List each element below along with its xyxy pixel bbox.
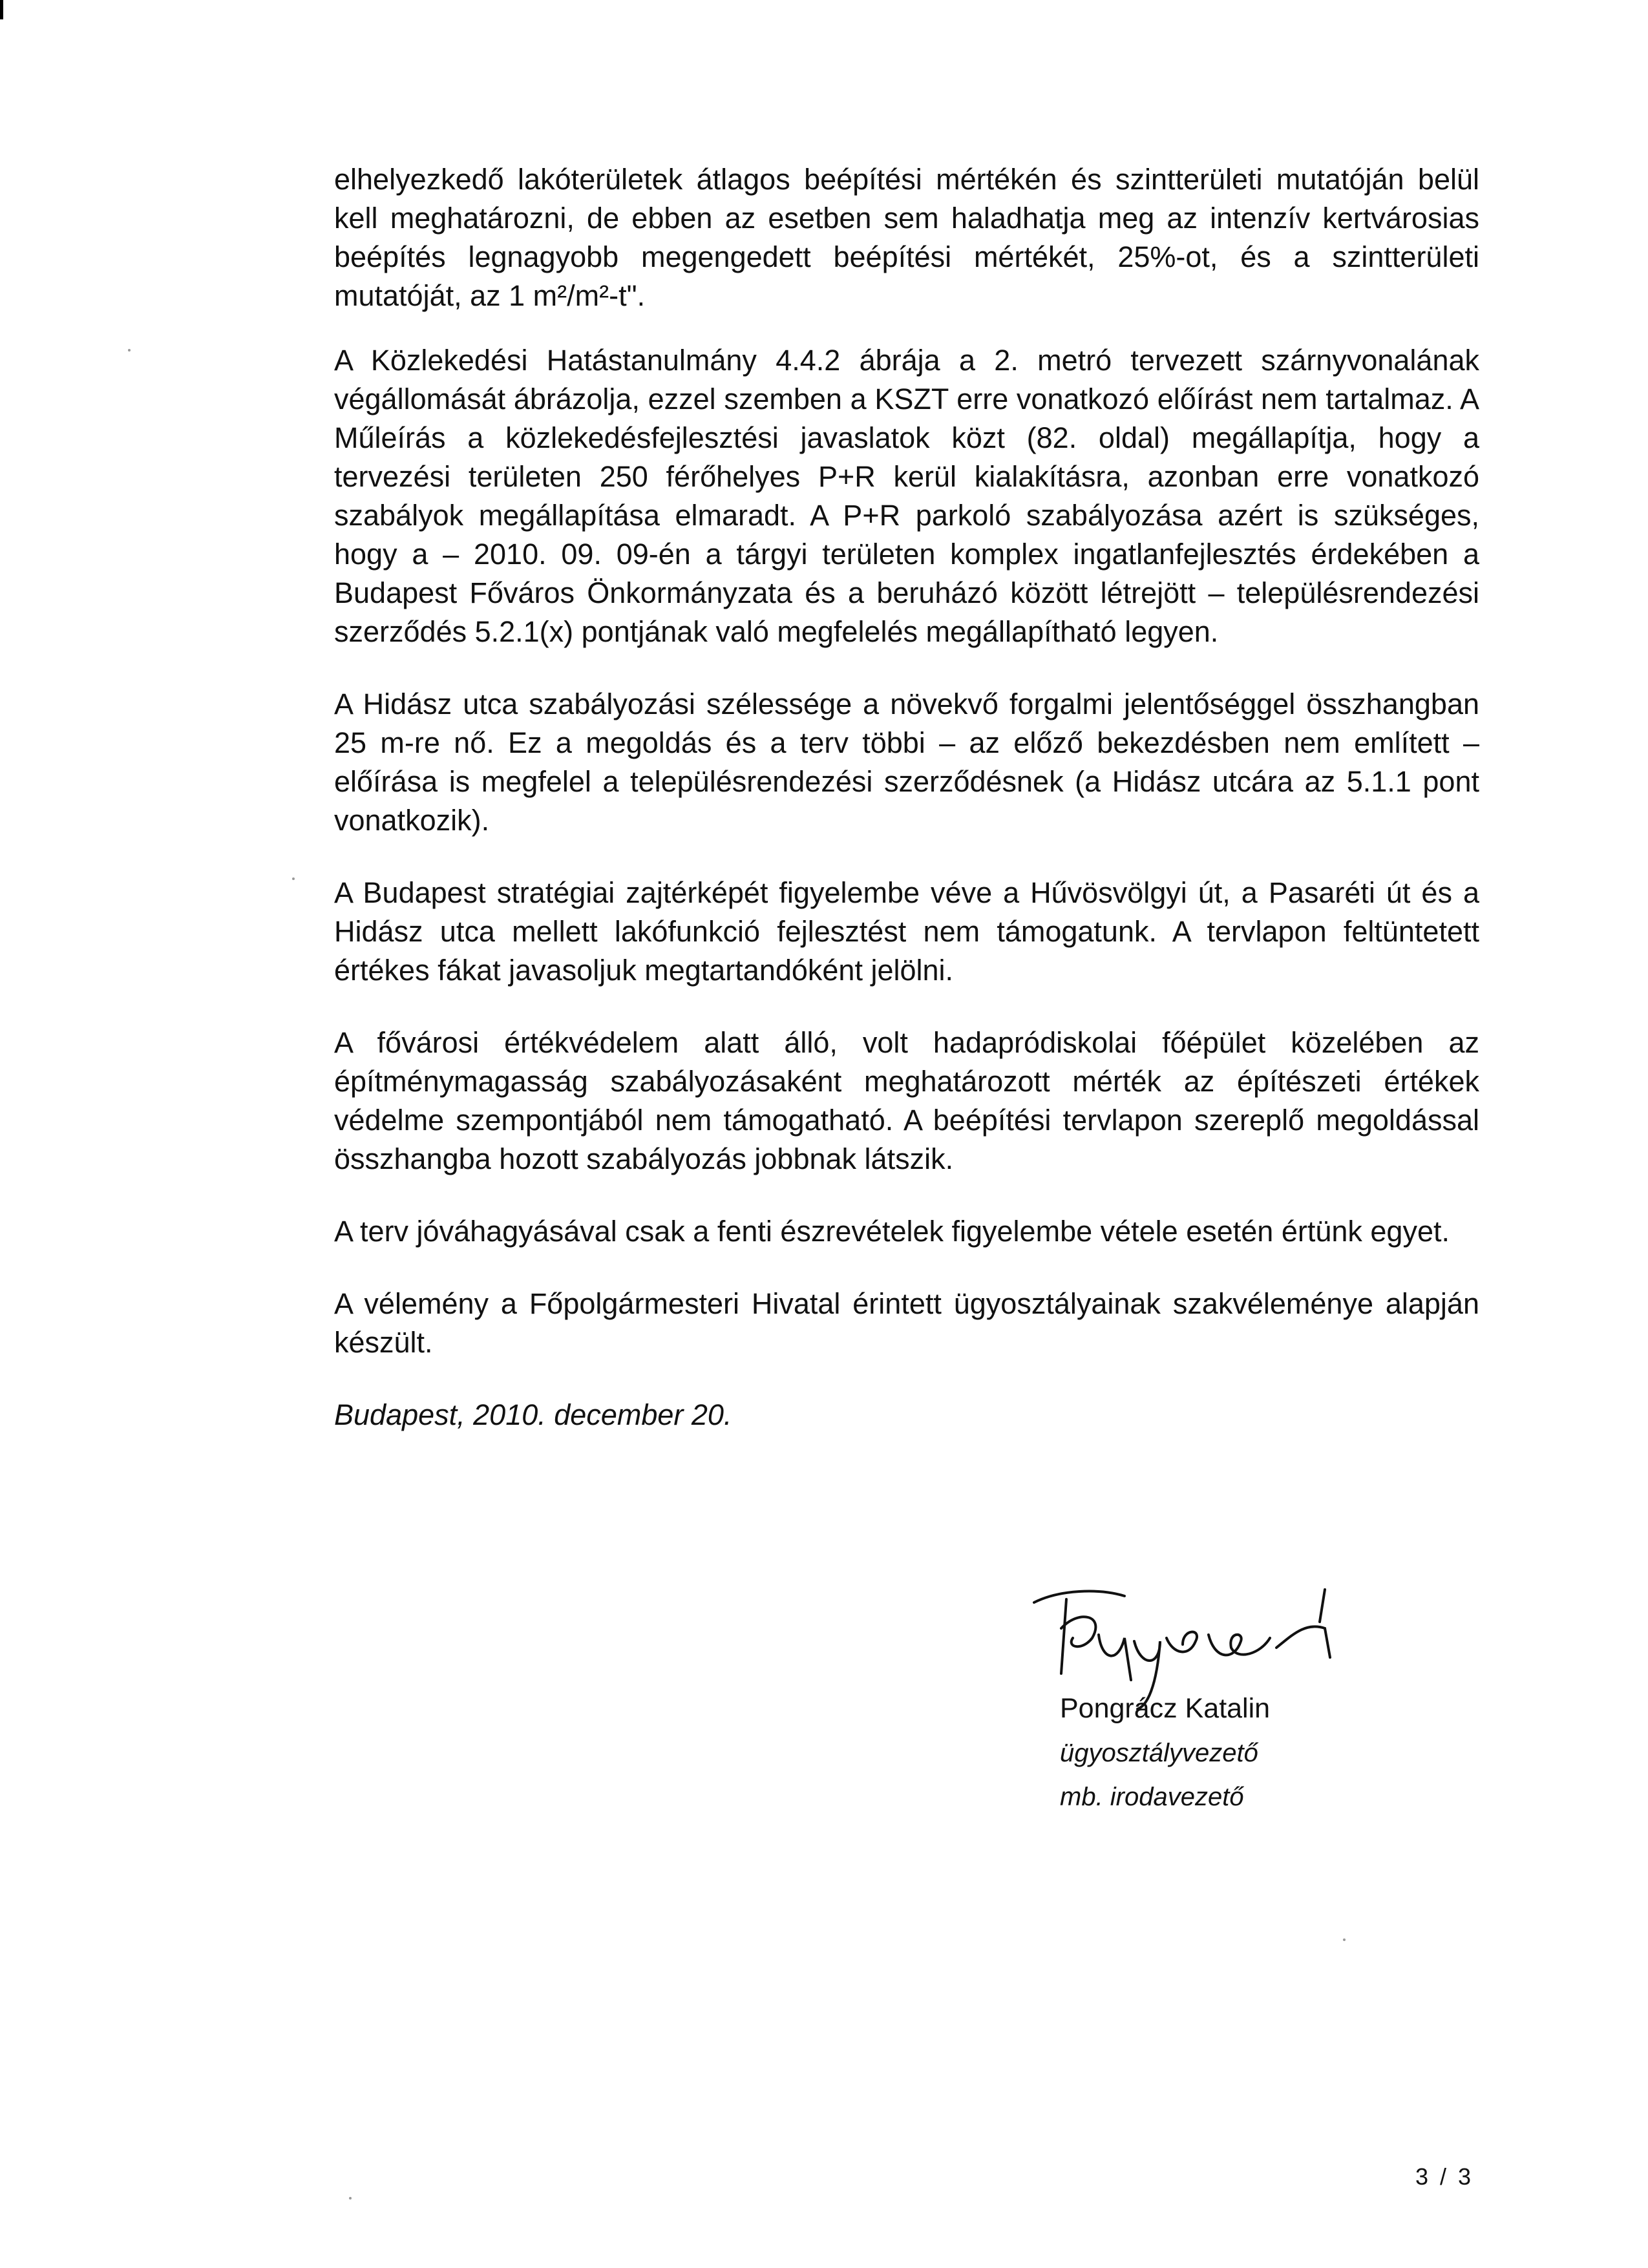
signer-title: ügyosztályvezető — [1060, 1739, 1258, 1767]
scan-edge-mark — [0, 0, 3, 19]
document-body — [334, 160, 1479, 1468]
paragraph-3: A Hidász utca szabályozási szélessége a növekvő forgalmi jelentőséggel összhangban 25 m-re nő. Ez a megoldás és a terv többi – az előző bekezdésben nem említett – előírása is megfelel a településrendezési szerződésnek (a Hidász utcára az 5.1.1 pont vonatkozik). — [334, 688, 1479, 837]
scan-speck — [292, 877, 295, 880]
signer-acting-title: mb. irodavezető — [1060, 1783, 1244, 1811]
scan-speck — [1343, 1938, 1346, 1941]
date-line: Budapest, 2010. december 20. — [334, 1398, 732, 1431]
paragraph-4: A Budapest stratégiai zajtérképét figyelembe véve a Hűvösvölgyi út, a Pasaréti út és a Hidász utca mellett lakófunkció fejlesztést nem támogatunk. A tervlapon feltüntetett értékes fákat javasoljuk megtartandóként jelölni. — [334, 876, 1479, 987]
paragraph-2: A Közlekedési Hatástanulmány 4.4.2 ábrája a 2. metró tervezett szárnyvonalának végállomását ábrázolja, ezzel szemben a KSZT erre vonatkozó előírást nem tartalmaz. A Műleírás a közlekedésfejlesztési javaslatok közt (82. oldal) megállapítja, hogy a tervezési területen 250 férőhelyes P+R kerül kialakításra, azonban erre vonatkozó szabályok megállapítása elmaradt. A P+R parkoló szabályozása azért is szükséges, hogy a – 2010. 09. 09-én a tárgyi területen komplex ingatlanfejlesztés érdekében a Budapest Főváros Önkormányzata és a beruházó között létrejött – településrendezési szerződés 5.2.1(x) pontjának való megfelelés megállapítható legyen. — [334, 344, 1479, 648]
paragraph-6: A terv jóváhagyásával csak a fenti észrevételek figyelembe vétele esetén értünk egyet. — [334, 1215, 1450, 1248]
scan-speck — [128, 349, 131, 352]
paragraph-1: elhelyezkedő lakóterületek átlagos beépítési mértékén és szintterületi mutatóján belül kell meghatározni, de ebben az esetben sem haladhatja meg az intenzív kertvárosias beépítés legnagyobb megengedett beépítési mértékét, 25%-ot, és a szintterületi mutatóját, az 1 m²/m²-t". — [334, 163, 1479, 312]
scan-speck — [349, 2197, 352, 2200]
paragraph-7: A vélemény a Főpolgármesteri Hivatal érintett ügyosztályainak szakvéleménye alapján készült. — [334, 1287, 1479, 1359]
signer-name: Pongrácz Katalin — [1060, 1693, 1271, 1724]
paragraph-5: A fővárosi értékvédelem alatt álló, volt hadapródiskolai főépület közelében az építménymagasság szabályozásaként meghatározott mérték az építészeti értékek védelme szempontjából nem támogatható. A beépítési tervlapon szereplő megoldással összhangba hozott szabályozás jobbnak látszik. — [334, 1026, 1479, 1175]
signature-block — [1047, 1590, 1370, 1848]
page-number: 3 / 3 — [1415, 2163, 1474, 2190]
